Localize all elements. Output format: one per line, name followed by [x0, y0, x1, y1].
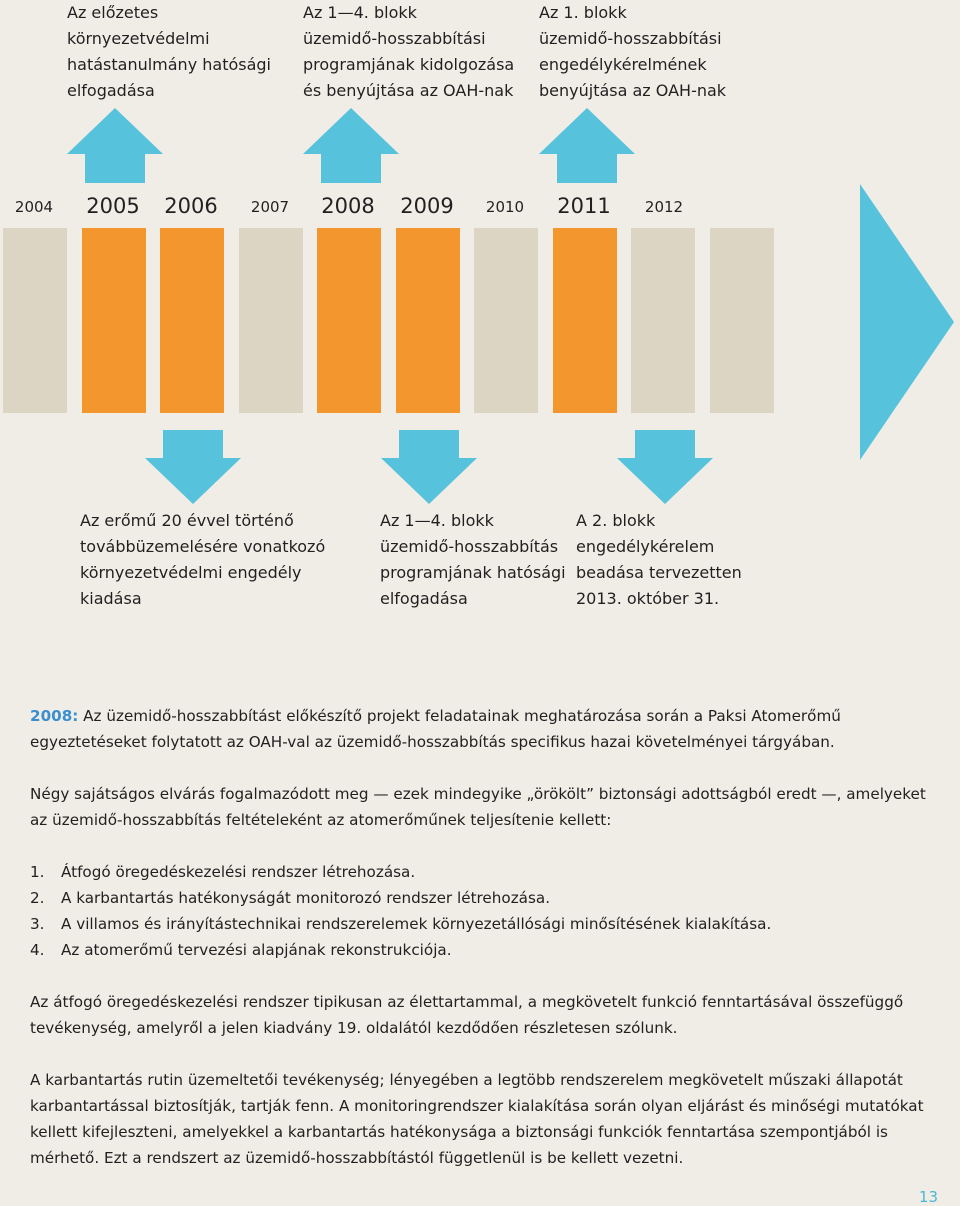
- maintenance-text: A karbantartás rutin üzemeltetői tevékenység; lényegében a legtöbb rendszerelem megkövetelt műszaki állapotát karbantartással biztosítják, tartják fenn. A monitoringrendszer kialakítása során olyan eljárást és minőségi mutatókat kellett kifejleszteni, amelyekkel a karbantartás hatékonysága a biztonsági funkciók fenntartása szempontjából is mérhető. Ezt a rendszert az üzemidő-hosszabbítástól függetlenül is be kellett vezetni.: [30, 1071, 924, 1167]
- year-2009: 2009: [400, 194, 454, 218]
- year-bar-2009: [396, 228, 460, 413]
- year-2006: 2006: [164, 194, 218, 218]
- intro-year-lead: 2008:: [30, 707, 79, 725]
- list-item: [30, 859, 940, 885]
- top-label-1: Az előzetes környezetvédelmi hatástanulmány hatósági elfogadása: [67, 3, 271, 100]
- list-item: [30, 885, 940, 911]
- page-number: 13: [918, 1188, 938, 1206]
- year-2012: 2012: [644, 198, 684, 216]
- year-2010: 2010: [485, 198, 525, 216]
- list-text: Átfogó öregedéskezelési rendszer létrehozása.: [61, 863, 416, 881]
- year-2007: 2007: [250, 198, 290, 216]
- aging-paragraph: [30, 989, 940, 1041]
- list-number: 4.: [30, 941, 45, 959]
- list-number: 1.: [30, 863, 45, 881]
- year-2004: 2004: [14, 198, 54, 216]
- list-number: 3.: [30, 915, 45, 933]
- year-bar-2005: [82, 228, 146, 413]
- down-arrow-icon: [617, 430, 713, 504]
- year-bar-2008: [317, 228, 381, 413]
- down-arrow-icon: [145, 430, 241, 504]
- bottom-label-3: A 2. blokk engedélykérelem beadása tervezetten 2013. október 31.: [576, 511, 742, 608]
- year-2005: 2005: [86, 194, 140, 218]
- list-item: [30, 911, 940, 937]
- up-arrow-icon: [67, 108, 163, 183]
- list-item: [30, 937, 940, 963]
- year-bar-future: [710, 228, 774, 413]
- requirements-text: Négy sajátságos elvárás fogalmazódott meg — ezek mindegyike „örökölt” biztonsági adottságból eredt —, amelyeket az üzemidő-hosszabbítás feltételeként az atomerőműnek teljesítenie kellett:: [30, 785, 926, 829]
- up-arrow-icon: [539, 108, 635, 183]
- down-arrow-icon: [381, 430, 477, 504]
- year-bar-2006: [160, 228, 224, 413]
- intro-paragraph: [30, 703, 940, 755]
- top-label-2: Az 1—4. blokk üzemidő-hosszabbítási programjának kidolgozása és benyújtása az OAH-nak: [303, 3, 515, 100]
- year-bar-2010: [474, 228, 538, 413]
- year-2011: 2011: [557, 194, 611, 218]
- list-text: A karbantartás hatékonyságát monitorozó rendszer létrehozása.: [61, 889, 551, 907]
- requirements-paragraph: [30, 781, 940, 833]
- year-bar-2007: [239, 228, 303, 413]
- timeline-arrow-icon: [860, 184, 956, 460]
- maintenance-paragraph: [30, 1067, 940, 1171]
- list-text: A villamos és irányítástechnikai rendszerelemek környezetállósági minősítésének kialakítása.: [61, 915, 772, 933]
- up-arrow-icon: [303, 108, 399, 183]
- requirements-list: [30, 859, 940, 963]
- aging-text: Az átfogó öregedéskezelési rendszer tipikusan az élettartammal, a megkövetelt funkció fenntartásával összefüggő tevékenység, amelyről a jelen kiadvány 19. oldalától kezdődően részletesen szólunk.: [30, 993, 904, 1037]
- year-bar-2004: [3, 228, 67, 413]
- year-2008: 2008: [321, 194, 375, 218]
- top-label-3: Az 1. blokk üzemidő-hosszabbítási engedélykérelmének benyújtása az OAH-nak: [539, 3, 727, 100]
- list-text: Az atomerőmű tervezési alapjának rekonstrukciója.: [61, 941, 452, 959]
- year-bar-2011: [553, 228, 617, 413]
- bottom-label-2: Az 1—4. blokk üzemidő-hosszabbítás programjának hatósági elfogadása: [380, 511, 566, 608]
- bottom-label-1: Az erőmű 20 évvel történő továbbüzemelésére vonatkozó környezetvédelmi engedély kiadása: [80, 511, 326, 608]
- intro-text: Az üzemidő-hosszabbítást előkészítő projekt feladatainak meghatározása során a Paksi Atomerőmű egyeztetéseket folytatott az OAH-val az üzemidő-hosszabbítás specifikus hazai követelményei tárgyában.: [30, 707, 841, 751]
- list-number: 2.: [30, 889, 45, 907]
- year-bar-2012: [631, 228, 695, 413]
